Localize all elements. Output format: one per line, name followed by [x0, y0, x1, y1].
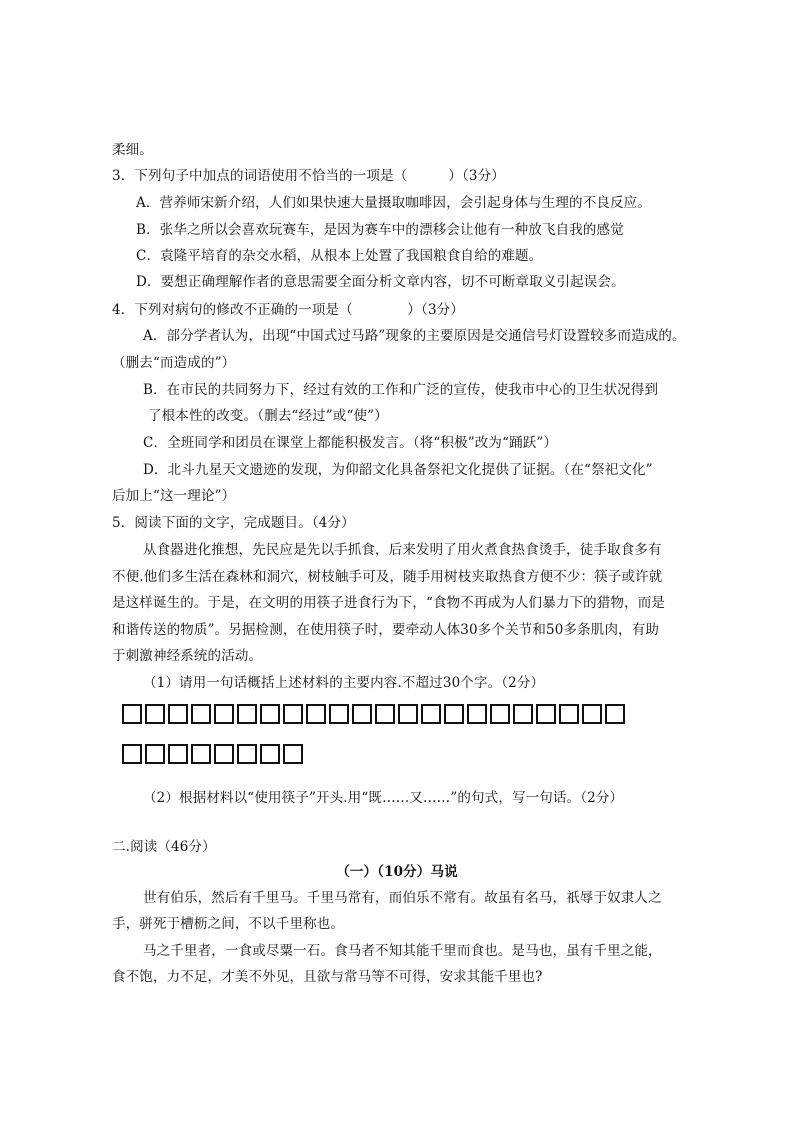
answer-box[interactable]	[283, 744, 303, 764]
answer-box-row	[122, 744, 303, 764]
question-5: 5．阅读下面的文字，完成题目。（4分）	[112, 515, 355, 531]
question-4: 4．下列对病句的修改不正确的一项是（ ）（3分）	[112, 302, 464, 318]
answer-box[interactable]	[306, 704, 326, 724]
answer-box[interactable]	[605, 704, 625, 724]
sub-question-1: （1）请用一句话概括上述材料的主要内容.不超过30个字。（2分）	[143, 675, 545, 691]
section-heading: 二.阅读（46分）	[112, 839, 216, 855]
option-4c: C．全班同学和团员在课堂上都能积极发言。（将“积极”改为“踊跃”）	[143, 435, 558, 451]
answer-box-row	[122, 704, 625, 724]
option-3c: C．袁隆平培育的杂交水稻，从根本上处置了我国粮食自给的难题。	[136, 248, 543, 264]
option-4d: D．北斗九星天文遗迹的发现，为仰韶文化具备祭祀文化提供了证据。（在“祭祀文化”	[143, 462, 653, 478]
question-3: 3．下列句子中加点的词语使用不恰当的一项是（ ）（3分）	[112, 168, 505, 184]
classical-text-line: 手，骈死于槽枥之间，不以千里称也。	[112, 916, 345, 932]
passage-line: 是这样诞生的。于是，在文明的用筷子进食行为下，“食物不再成为人们暴力下的猎物，而是	[112, 595, 666, 611]
answer-box[interactable]	[536, 704, 556, 724]
answer-box[interactable]	[444, 704, 464, 724]
sub-question-2: （2）根据材料以“使用筷子”开头.用“既……又……”的句式，写一句话。（2分）	[143, 790, 624, 806]
answer-box[interactable]	[168, 704, 188, 724]
classical-text-line: 食不饱，力不足，才美不外见，且欲与常马等不可得，安求其能千里也?	[112, 969, 543, 985]
answer-box[interactable]	[467, 704, 487, 724]
answer-box[interactable]	[122, 744, 142, 764]
answer-box[interactable]	[260, 744, 280, 764]
passage-line: 从食器进化推想，先民应是先以手抓食，后来发明了用火煮食热食烫手，徒手取食多有	[143, 542, 662, 558]
option-3b: B．张华之所以会喜欢玩赛车，是因为赛车中的漂移会让他有一种放飞自我的感觉	[136, 222, 624, 238]
answer-box[interactable]	[398, 704, 418, 724]
answer-box[interactable]	[145, 744, 165, 764]
answer-box[interactable]	[329, 704, 349, 724]
option-3a: A．营养师宋新介绍，人们如果快速大量摄取咖啡因，会引起身体与生理的不良反应。	[136, 195, 651, 211]
passage-title: （一）（10分）马说	[336, 864, 458, 880]
option-4b: B．在市民的共同努力下，经过有效的工作和广泛的宣传，使我市中心的卫生状况得到	[143, 382, 659, 398]
classical-text-line: 马之千里者，一食或尽粟一石。食马者不知其能千里而食也。是马也，虽有千里之能，	[143, 943, 662, 959]
answer-box[interactable]	[214, 744, 234, 764]
answer-box[interactable]	[283, 704, 303, 724]
answer-box[interactable]	[145, 704, 165, 724]
answer-box[interactable]	[513, 704, 533, 724]
answer-box[interactable]	[191, 744, 211, 764]
option-4d-cont: 后加上“这一理论”）	[112, 488, 236, 504]
answer-box[interactable]	[191, 704, 211, 724]
passage-line: 和谐传送的物质”。另据检测，在使用筷子时，要牵动人体30多个关节和50多条肌肉，有助	[112, 622, 660, 638]
answer-box[interactable]	[559, 704, 579, 724]
passage-line: 于刺激神经系统的活动。	[112, 648, 263, 664]
answer-box[interactable]	[260, 704, 280, 724]
answer-box[interactable]	[214, 704, 234, 724]
answer-box[interactable]	[352, 704, 372, 724]
option-4a-cont: （删去“而造成的”）	[112, 355, 236, 371]
option-4b-cont: 了根本性的改变。（删去“经过”或“使”）	[148, 408, 388, 424]
option-3d: D．要想正确理解作者的意思需要全面分析文章内容，切不可断章取义引起误会。	[136, 274, 625, 290]
answer-box[interactable]	[237, 704, 257, 724]
answer-box[interactable]	[168, 744, 188, 764]
classical-text-line: 世有伯乐，然后有千里马。千里马常有，而伯乐不常有。故虽有名马，祇辱于奴隶人之	[143, 890, 662, 906]
answer-box[interactable]	[375, 704, 395, 724]
option-4a: A．部分学者认为，出现“中国式过马路”现象的主要原因是交通信号灯设置较多而造成的。	[143, 328, 686, 344]
text-line: 柔细。	[112, 142, 153, 158]
answer-box[interactable]	[490, 704, 510, 724]
passage-line: 不便.他们多生活在森林和洞穴，树枝触手可及，随手用树枝夹取热食方便不少：筷子或许就	[112, 569, 663, 585]
answer-box[interactable]	[237, 744, 257, 764]
answer-box[interactable]	[421, 704, 441, 724]
answer-box[interactable]	[122, 704, 142, 724]
answer-box[interactable]	[582, 704, 602, 724]
